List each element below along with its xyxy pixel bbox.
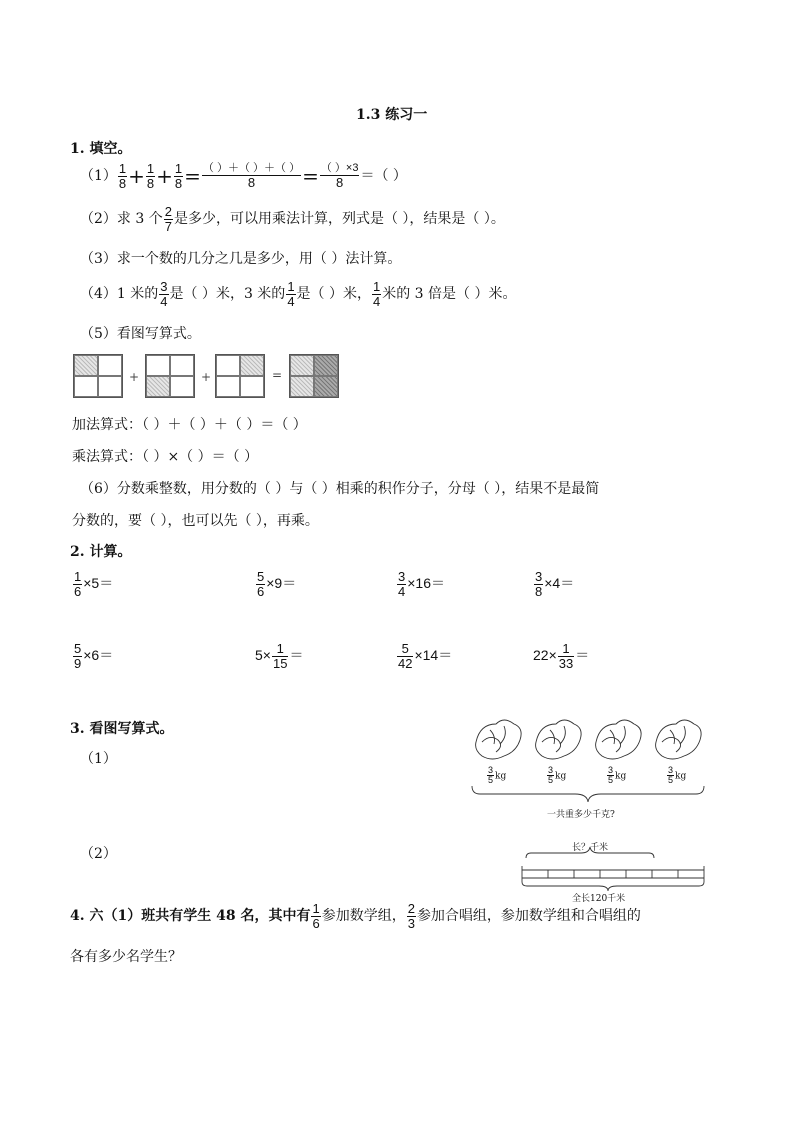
page-title: 1.3 练习一: [356, 107, 428, 123]
fraction: $\frac{1}{4}$: [287, 279, 295, 309]
plus-sign: +: [129, 370, 140, 384]
calc-item: $\frac{5}{9}$ ×6＝: [74, 641, 114, 671]
segment-diagram: [518, 846, 708, 892]
calc-item: 5× $\frac{1}{15}$ ＝: [255, 641, 304, 671]
grid-figure-2: [145, 354, 195, 398]
fraction: $\frac{3}{4}$: [160, 279, 168, 309]
plus-sign: +: [201, 370, 212, 384]
fraction-wide: $\frac{( )+( )+( )}{8}$: [202, 162, 301, 190]
question-4-line-2: 各有多少名学生？: [70, 949, 182, 965]
fraction-wide: $\frac{( )\times 3}{8}$: [320, 162, 359, 190]
fraction: $\frac{1}{8}$: [174, 161, 183, 191]
section-1-heading: 1. 填空。: [70, 141, 132, 157]
question-1-6-line-1: （6）分数乘整数，用分数的（ ）与（ ）相乘的积作分子，分母（ ），结果不是最简: [80, 481, 600, 497]
fraction: $\frac{2}{3}$: [407, 901, 415, 931]
calc-item: $\frac{3}{4}$ ×16＝: [398, 569, 445, 599]
total-brace: [472, 786, 704, 802]
fraction: $\frac{2}{7}$: [164, 204, 172, 234]
calc-item: $\frac{5}{42}$ ×14＝: [398, 641, 453, 671]
question-1-6-line-2: 分数的，要（ ），也可以先（ ），再乘。: [72, 513, 319, 529]
fraction: $\frac{1}{8}$: [118, 161, 127, 191]
section-3-heading: 3. 看图写算式。: [70, 721, 174, 737]
question-4-line-1: 4. 六（1）班共有学生 48 名，其中有 $\frac{1}{6}$ 参加数学组， $\frac{2}{3}$ 参加合唱组，参加数学组和合唱组的: [70, 901, 641, 931]
grid-figure-3: [215, 354, 265, 398]
cabbage-icon: [596, 720, 642, 759]
calc-item: 22× $\frac{1}{33}$ ＝: [533, 641, 590, 671]
total-weight-question: 一共重多少千克?: [547, 810, 615, 820]
calc-item: $\frac{1}{6}$ ×5＝: [74, 569, 114, 599]
fraction: $\frac{1}{6}$: [312, 901, 320, 931]
total-brace: [522, 882, 704, 891]
cabbage-icon: [656, 720, 702, 759]
question-1-1: （1） $\frac{1}{8}$ + $\frac{1}{8}$ + $\frac{1}{8}$ = $\frac{( )+( )+( )}{8}$ = $\frac{( )\times 3}{8}$ ＝（ ）: [80, 161, 407, 191]
section-2-heading: 2. 计算。: [70, 544, 132, 560]
sub-question-1: （1）: [80, 751, 117, 767]
calc-item: $\frac{3}{8}$ ×4＝: [535, 569, 575, 599]
weight-label: $\frac{3}{5}$ kg: [548, 765, 567, 786]
question-1-5: （5）看图写算式。: [80, 326, 201, 342]
cabbage-icon: [476, 720, 522, 759]
fraction: $\frac{1}{4}$: [373, 279, 381, 309]
grid-figure-1: [73, 354, 123, 398]
question-1-2: （2）求 3 个 $\frac{2}{7}$ 是多少，可以用乘法计算，列式是（ ），结果是（ ）。: [80, 204, 505, 234]
sub-question-2: （2）: [80, 846, 117, 862]
question-1-4: （4）1 米的 $\frac{3}{4}$ 是（ ）米，3 米的 $\frac{1}{4}$ 是（ ）米， $\frac{1}{4}$ 米的 3 倍是（ ）米。: [80, 279, 517, 309]
weight-label: $\frac{3}{5}$ kg: [608, 765, 627, 786]
cabbage-icon: [536, 720, 582, 759]
fraction: $\frac{1}{8}$: [146, 161, 155, 191]
grid-figure-result: [289, 354, 339, 398]
multiplication-formula-line: 乘法算式：（ ）×（ ）＝（ ）: [72, 449, 259, 465]
part-length-label: 长？千米: [572, 843, 609, 853]
question-1-3: （3）求一个数的几分之几是多少，用（ ）法计算。: [80, 251, 402, 267]
equals-sign: =: [272, 368, 283, 382]
weight-label: $\frac{3}{5}$ kg: [488, 765, 507, 786]
calc-item: $\frac{5}{6}$ ×9＝: [257, 569, 297, 599]
weight-label: $\frac{3}{5}$ kg: [668, 765, 687, 786]
total-length-label: 全长120千米: [572, 894, 626, 904]
addition-formula-line: 加法算式：（ ）＋（ ）＋（ ）＝（ ）: [72, 417, 307, 433]
